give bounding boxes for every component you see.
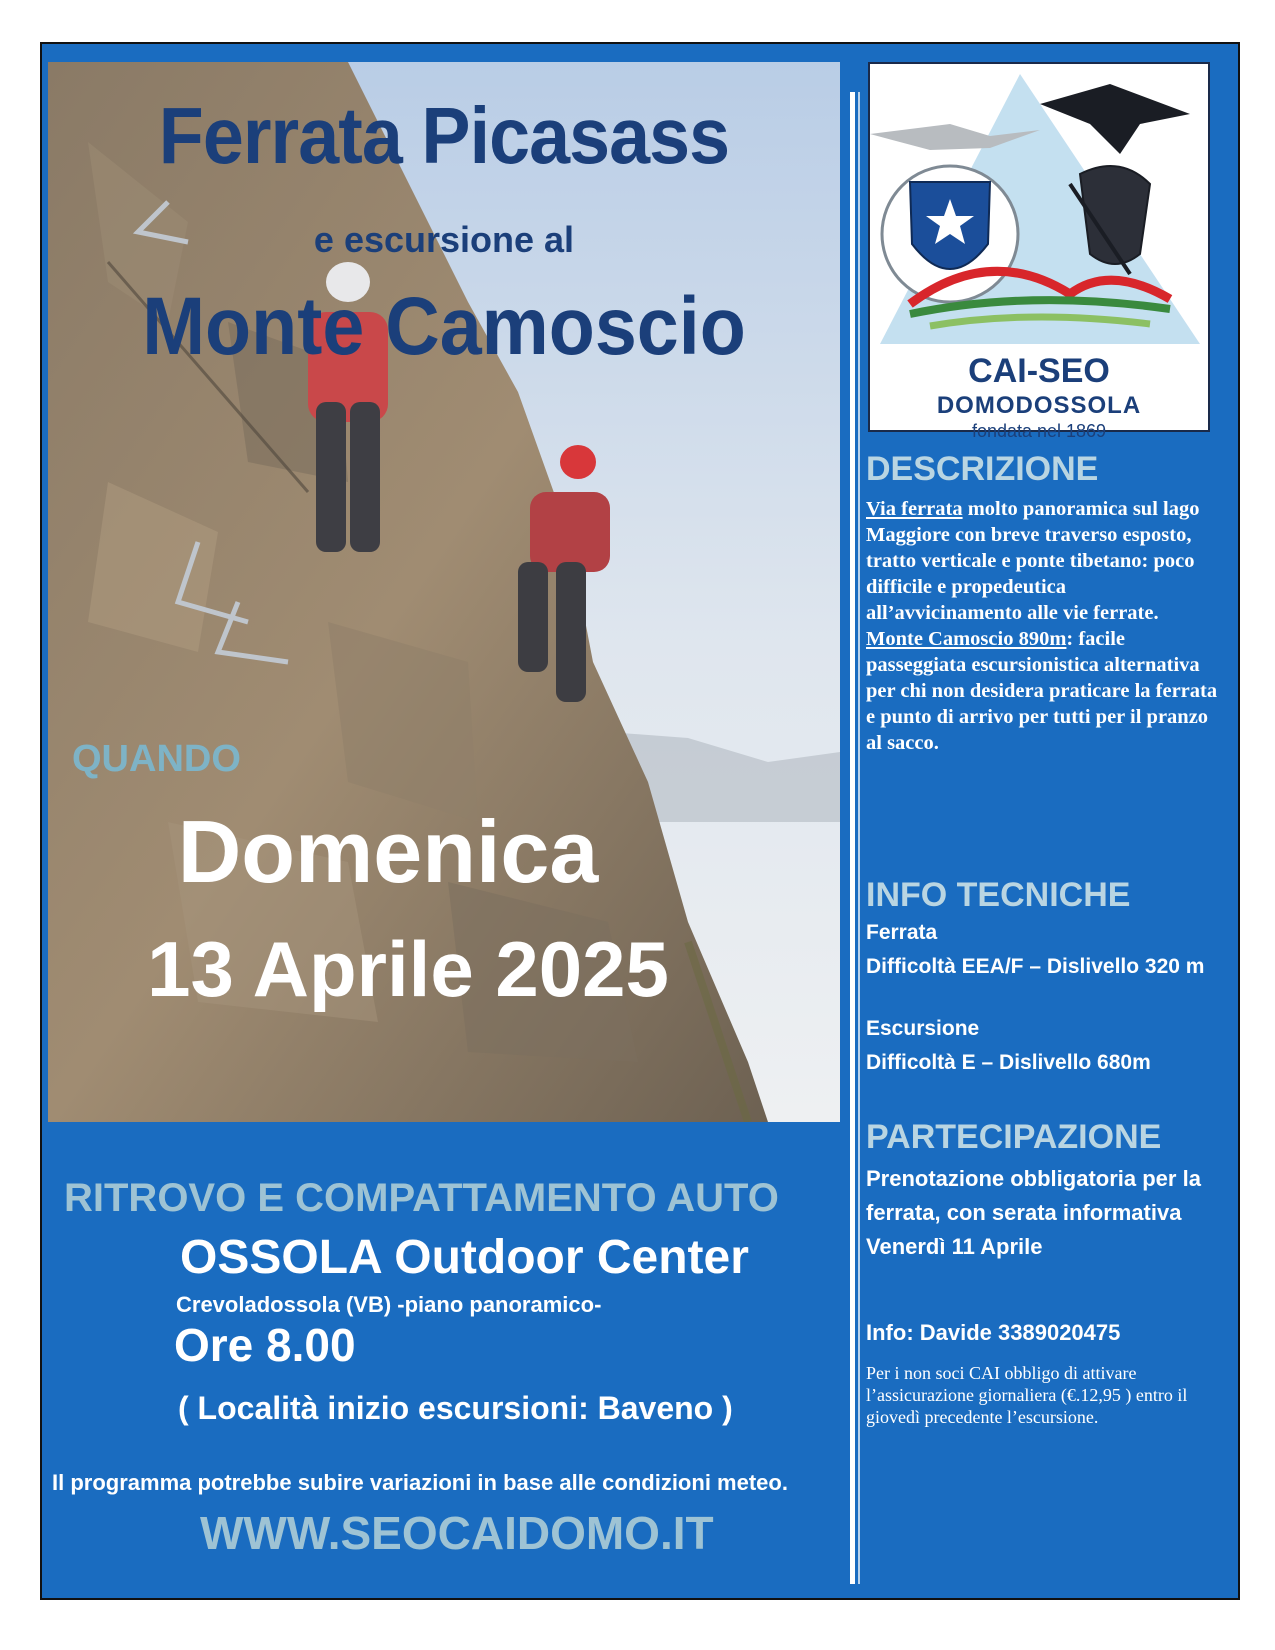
meeting-location: Crevoladossola (VB) -piano panoramico-: [176, 1292, 602, 1317]
description-text: Via ferrata molto panoramica sul lago Maggiore con breve traverso esposto, tratto verticale e ponte tibetano: poco difficile e propedeutica all’avvicinamento alle vie ferrate. Monte Camoscio 890m: facile passeggiata escursionistica alternativa per chi non desidera praticare la ferrata e punto di arrivo per tutti per il pranzo al sacco.: [866, 498, 1218, 754]
weather-disclaimer: Il programma potrebbe subire variazioni in base alle condizioni meteo.: [52, 1470, 788, 1495]
when-label: QUANDO: [72, 738, 241, 780]
tech-heading: INFO TECNICHE: [866, 876, 1131, 914]
start-location: ( Località inizio escursioni: Baveno ): [178, 1390, 733, 1426]
monte-camoscio-link: Monte Camoscio 890m: [866, 628, 1067, 650]
meeting-heading: RITROVO E COMPATTAMENTO AUTO: [64, 1176, 779, 1220]
participation-heading: PARTECIPAZIONE: [866, 1118, 1162, 1156]
logo-city: DOMODOSSOLA: [936, 392, 1142, 419]
destination-title: Monte Camoscio: [142, 281, 746, 372]
meeting-time: Ore 8.00: [174, 1319, 356, 1371]
description-section: [866, 452, 1226, 756]
column-divider: [850, 92, 855, 1584]
contact-info: Info: Davide 3389020475: [866, 1320, 1121, 1345]
event-day: Domenica: [177, 802, 599, 901]
column-divider-thin: [858, 92, 860, 1584]
insurance-note: Per i non soci CAI obbligo di attivare l’assicurazione giornaliera (€.12,95 ) entro il giovedì precedente l’escursione.: [866, 1363, 1188, 1427]
hike-detail: Difficoltà E – Dislivello 680m: [866, 1051, 1151, 1074]
tech-section: [866, 878, 1226, 1080]
event-date: 13 Aprile 2025: [147, 925, 669, 1013]
ferrata-label: Ferrata: [866, 921, 938, 944]
ferrata-detail: Difficoltà EEA/F – Dislivello 320 m: [866, 955, 1205, 978]
booking-text: Prenotazione obbligatoria per la ferrata, con serata informativa Venerdì 11 Aprile: [866, 1166, 1201, 1259]
meeting-place: OSSOLA Outdoor Center: [180, 1231, 749, 1284]
cai-seo-logo: [868, 62, 1210, 441]
hike-label: Escursione: [866, 1017, 980, 1040]
website-link[interactable]: WWW.SEOCAIDOMO.IT: [200, 1507, 714, 1559]
logo-name: CAI-SEO: [968, 352, 1110, 390]
description-heading: DESCRIZIONE: [866, 450, 1099, 488]
event-subtitle: e escursione al: [313, 219, 575, 260]
event-title: Ferrata Picasass: [158, 91, 730, 180]
via-ferrata-link: Via ferrata: [866, 498, 963, 520]
logo-founded: fondata nel 1869: [971, 421, 1107, 441]
participation-section: [866, 1120, 1226, 1428]
